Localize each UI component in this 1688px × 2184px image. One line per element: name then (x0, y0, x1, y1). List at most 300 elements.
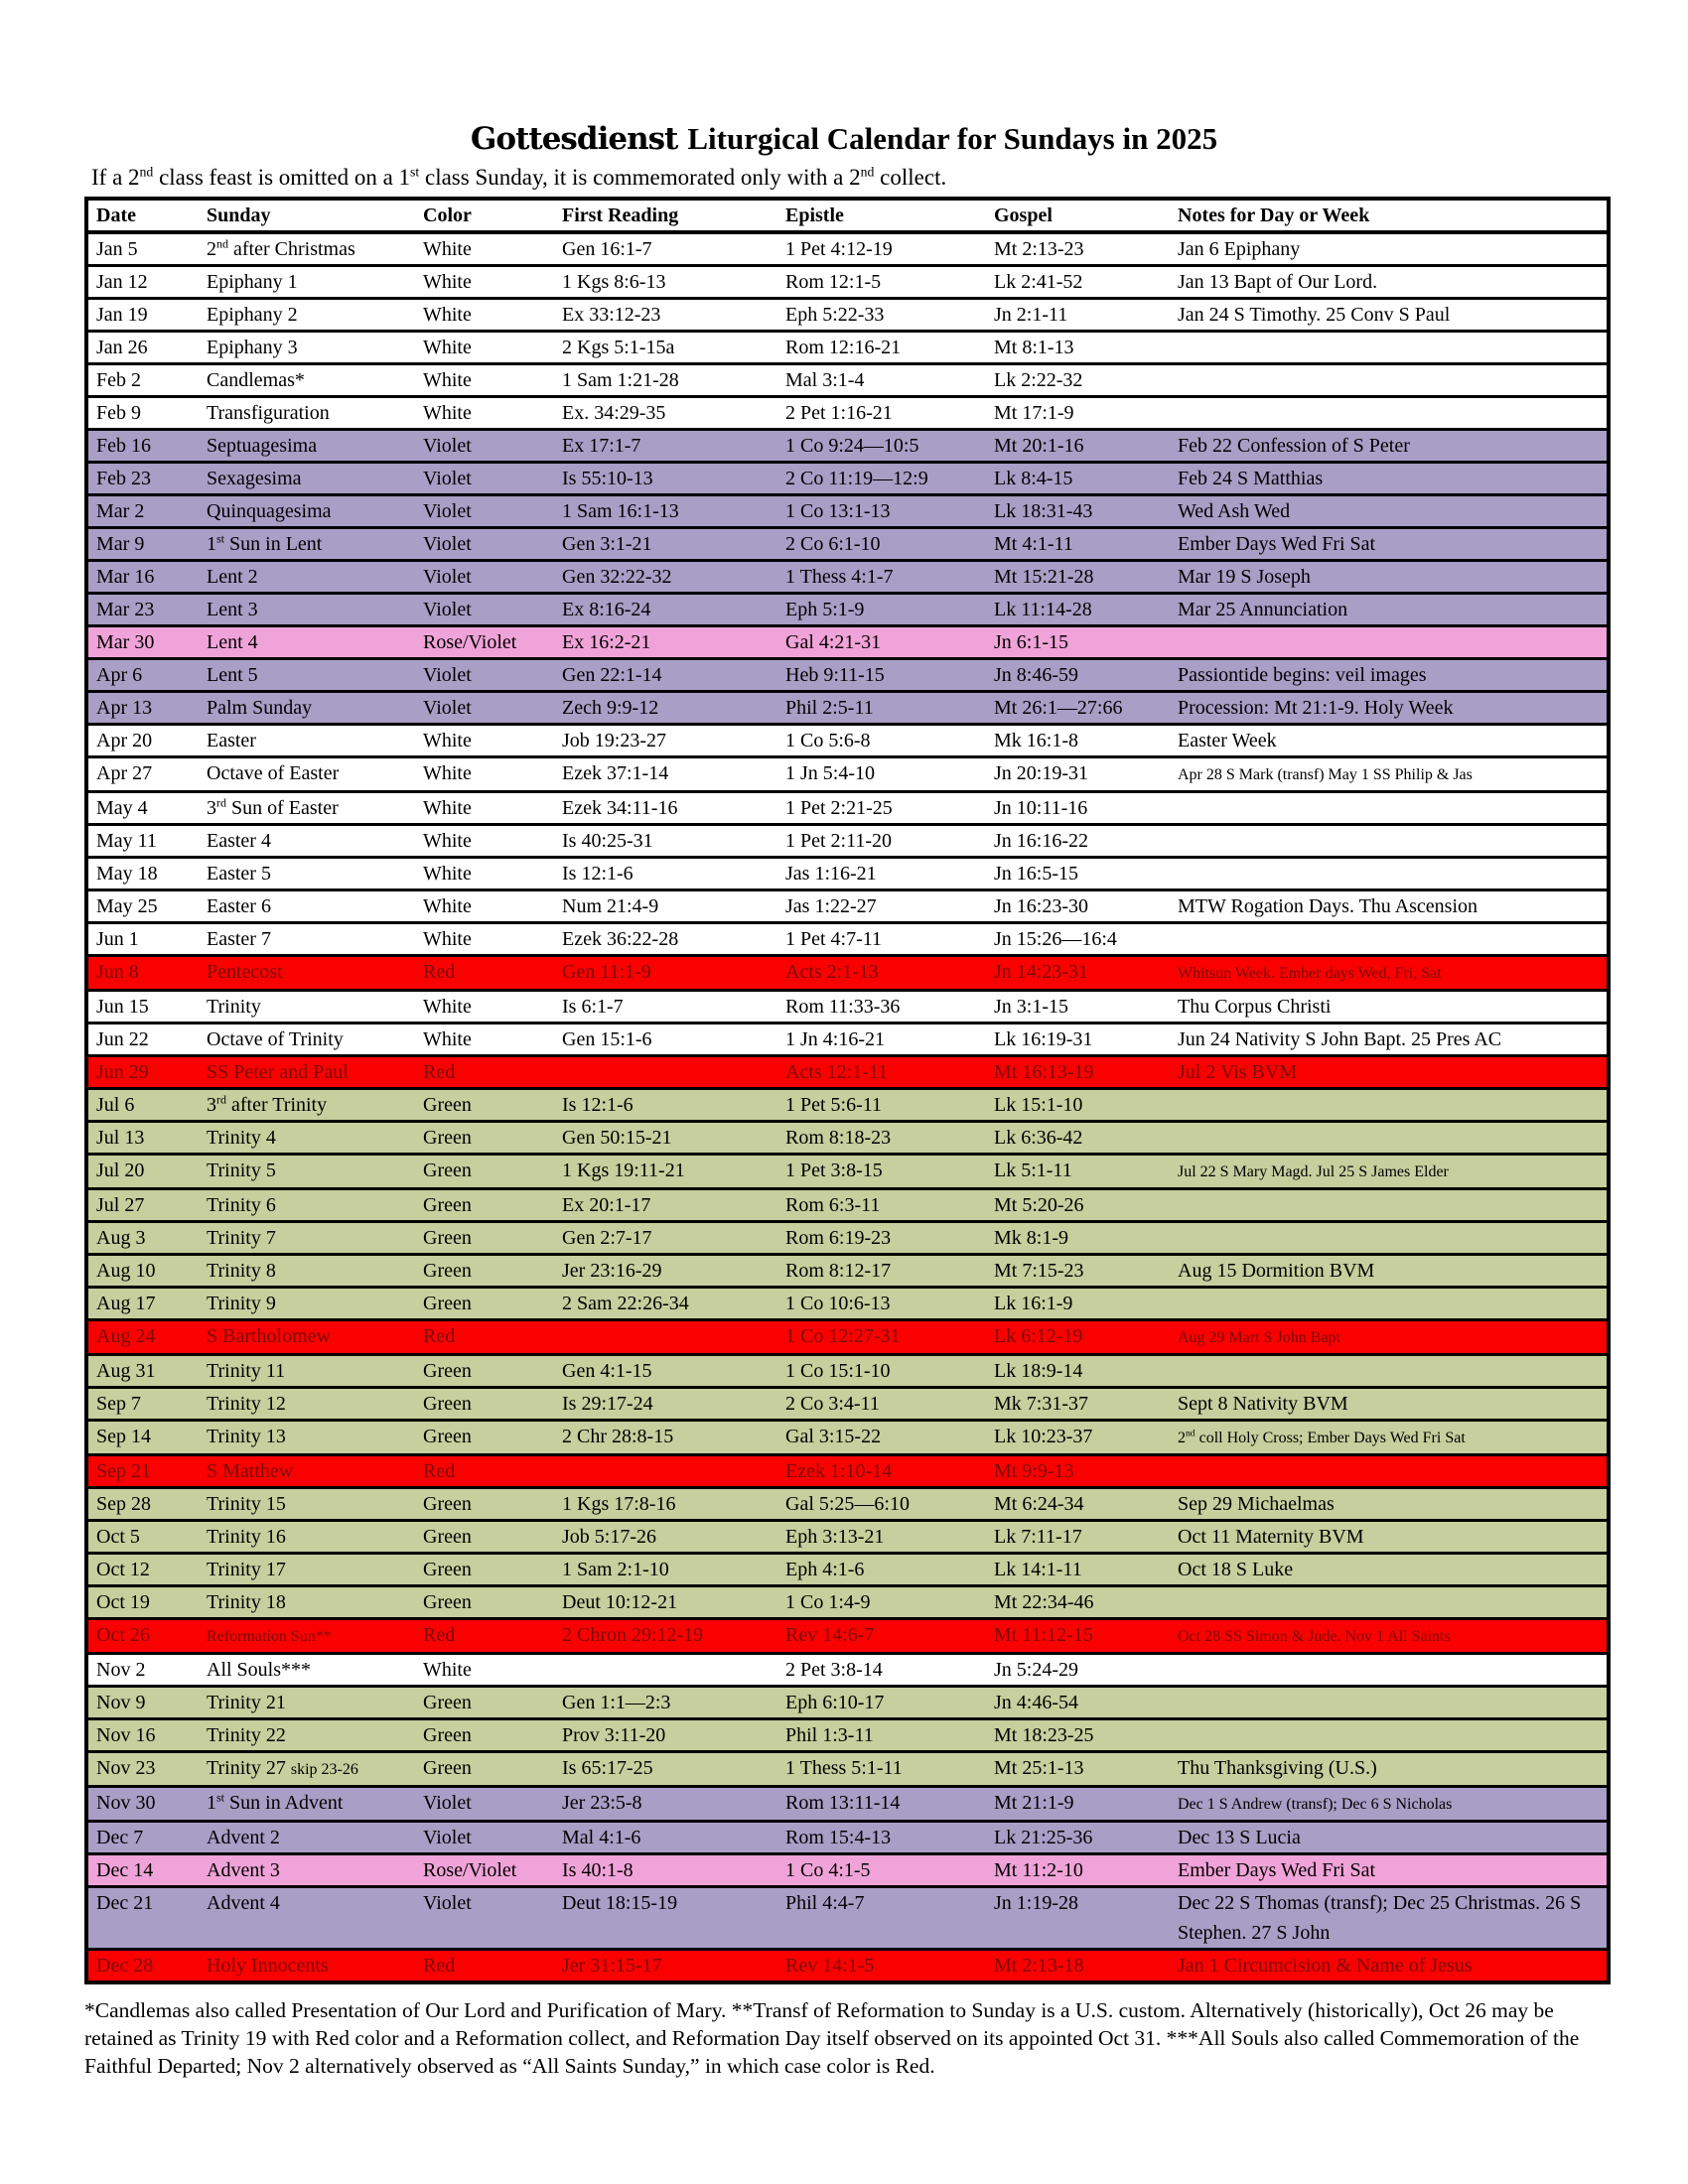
sunday-cell: Advent 3 (207, 1859, 280, 1881)
sunday-cell: Advent 2 (207, 1827, 280, 1848)
date-cell: Jul 13 (96, 1127, 145, 1149)
date-cell: Mar 30 (96, 631, 155, 653)
epistle-cell: Rev 14:6-7 (785, 1624, 875, 1646)
color-cell: White (423, 1659, 472, 1681)
first-reading-cell: Gen 11:1-9 (562, 961, 651, 983)
date-cell: Jun 15 (96, 996, 149, 1018)
epistle-cell: Rom 11:33-36 (785, 996, 901, 1018)
table-row (86, 1619, 1609, 1654)
epistle-cell: Phil 2:5-11 (785, 697, 874, 719)
notes-cell: Jul 22 S Mary Magd. Jul 25 S James Elder (1178, 1163, 1449, 1180)
epistle-cell: Rom 12:16-21 (785, 337, 902, 358)
date-cell: Mar 23 (96, 599, 155, 620)
gospel-cell: Mt 18:23-25 (994, 1724, 1094, 1746)
gospel-cell: Jn 5:24-29 (994, 1659, 1078, 1681)
date-cell: Jun 29 (96, 1061, 149, 1083)
table-row (86, 692, 1609, 725)
sunday-cell: Quinquagesima (207, 500, 332, 522)
first-reading-cell: Is 40:1-8 (562, 1859, 633, 1881)
color-cell: White (423, 762, 472, 784)
table-row (86, 332, 1609, 364)
date-cell: Jul 20 (96, 1160, 145, 1181)
date-cell: Oct 26 (96, 1624, 150, 1646)
date-cell: Feb 16 (96, 435, 151, 457)
gospel-cell: Lk 2:22-32 (994, 369, 1083, 391)
first-reading-cell: Is 12:1-6 (562, 863, 633, 885)
sunday-cell: Lent 2 (207, 566, 258, 588)
notes-cell (1170, 1189, 1609, 1222)
first-reading-cell: 1 Sam 16:1-13 (562, 500, 679, 522)
first-reading-cell: Ezek 36:22-28 (562, 928, 679, 950)
table-row (86, 1024, 1609, 1056)
sunday-cell: Easter 7 (207, 928, 271, 950)
table-row (86, 1056, 1609, 1089)
table-row (86, 890, 1609, 923)
epistle-cell: 1 Co 1:4-9 (785, 1591, 871, 1613)
date-cell: Dec 14 (96, 1859, 154, 1881)
notes-cell: Dec 22 S Thomas (transf); Dec 25 Christmas. 26 S Stephen. 27 S John (1178, 1892, 1582, 1944)
gospel-cell: Mk 7:31-37 (994, 1393, 1088, 1415)
table-row (86, 1654, 1609, 1687)
table-row (86, 1222, 1609, 1255)
first-reading-cell: Is 12:1-6 (562, 1094, 633, 1116)
title-text: Liturgical Calendar for Sundays in 2025 (687, 121, 1218, 156)
sunday-cell: Advent 4 (207, 1892, 280, 1914)
color-cell: White (423, 928, 472, 950)
epistle-cell: Acts 2:1-13 (785, 961, 879, 983)
color-cell: Red (423, 1325, 456, 1347)
table-row (86, 1752, 1609, 1787)
color-cell: White (423, 895, 472, 917)
table-row (86, 495, 1609, 528)
color-cell: White (423, 797, 472, 819)
first-reading-cell: Is 55:10-13 (562, 468, 653, 489)
notes-cell: Jan 24 S Timothy. 25 Conv S Paul (1178, 304, 1451, 326)
sunday-cell: Septuagesima (207, 435, 318, 457)
date-cell: Aug 31 (96, 1360, 156, 1382)
notes-cell: Feb 22 Confession of S Peter (1178, 435, 1410, 457)
notes-cell (1170, 332, 1609, 364)
first-reading-cell: Ex 17:1-7 (562, 435, 641, 457)
table-row (86, 923, 1609, 956)
column-header-color: Color (423, 205, 472, 226)
gospel-cell: Mt 6:24-34 (994, 1493, 1084, 1515)
sunday-cell: Octave of Easter (207, 762, 340, 784)
sunday-cell: Trinity 12 (207, 1393, 286, 1415)
column-header-sunday: Sunday (207, 205, 271, 226)
first-reading-cell: Jer 23:16-29 (562, 1260, 662, 1282)
color-cell: Green (423, 1426, 472, 1447)
notes-cell (1170, 1687, 1609, 1719)
epistle-cell: 1 Jn 5:4-10 (785, 762, 875, 784)
sunday-cell: 1st Sun in Advent (207, 1790, 344, 1814)
sunday-cell: Trinity 4 (207, 1127, 276, 1149)
table-row (86, 825, 1609, 858)
subtitle: If a 2nd class feast is omitted on a 1st class Sunday, it is commemorated only with a 2nd collect. (91, 164, 947, 190)
table-row (86, 594, 1609, 626)
notes-cell: Aug 15 Dormition BVM (1178, 1260, 1375, 1282)
gospel-cell: Mt 8:1-13 (994, 337, 1074, 358)
date-cell: Sep 7 (96, 1393, 141, 1415)
sunday-cell: Trinity 5 (207, 1160, 276, 1181)
first-reading-cell: Ex 20:1-17 (562, 1194, 651, 1216)
footnotes: *Candlemas also called Presentation of Our Lord and Purification of Mary. **Transf of Reformation to Sunday is a U.S. custom. Alternatively (historically), Oct 26 may be retained as Trinity 19 with Red color and a Reformation collect, and Reformation Day itself observed on its appointed Oct 31. ***All Souls also called Commemoration of the Faithful Departed; Nov 2 alternatively observed as “All Saints Sunday,” in which case color is Red. (84, 1998, 1580, 2078)
color-cell: Green (423, 1160, 472, 1181)
first-reading-cell: Deut 18:15-19 (562, 1892, 678, 1914)
epistle-cell: 1 Pet 4:7-11 (785, 928, 883, 950)
table-row (86, 1421, 1609, 1455)
epistle-cell: Rom 13:11-14 (785, 1792, 901, 1814)
notes-cell (1170, 923, 1609, 956)
notes-cell: Thu Thanksgiving (U.S.) (1178, 1757, 1377, 1779)
gospel-cell: Jn 2:1-11 (994, 304, 1068, 326)
notes-cell: Jun 24 Nativity S John Bapt. 25 Pres AC (1178, 1028, 1502, 1050)
color-cell: Violet (423, 1827, 472, 1848)
notes-cell: Jan 1 Circumcision & Name of Jesus (1178, 1955, 1473, 1977)
table-row (86, 1155, 1609, 1189)
epistle-cell: 2 Co 6:1-10 (785, 533, 881, 555)
notes-cell (1170, 1089, 1609, 1122)
first-reading-cell: Ex 16:2-21 (562, 631, 651, 653)
color-cell: Red (423, 1460, 456, 1482)
gospel-cell: Lk 16:1-9 (994, 1293, 1073, 1314)
sunday-cell: S Matthew (207, 1460, 294, 1482)
date-cell: Aug 10 (96, 1260, 156, 1282)
first-reading-cell: Gen 22:1-14 (562, 664, 662, 686)
color-cell: Green (423, 1757, 472, 1779)
color-cell: White (423, 369, 472, 391)
first-reading-cell: Job 5:17-26 (562, 1526, 656, 1548)
first-reading-cell: Ezek 37:1-14 (562, 762, 669, 784)
table-row (86, 528, 1609, 561)
date-cell: Sep 14 (96, 1426, 151, 1447)
color-cell: White (423, 238, 472, 260)
notes-cell: Easter Week (1178, 730, 1277, 751)
table-row (86, 266, 1609, 299)
color-cell: Green (423, 1360, 472, 1382)
first-reading-cell: Gen 2:7-17 (562, 1227, 652, 1249)
first-reading-cell: Is 29:17-24 (562, 1393, 653, 1415)
notes-cell: Wed Ash Wed (1178, 500, 1291, 522)
first-reading-cell (554, 1056, 777, 1089)
epistle-cell: Jas 1:16-21 (785, 863, 877, 885)
first-reading-cell: Is 6:1-7 (562, 996, 624, 1018)
first-reading-cell: 2 Chron 29:12-19 (562, 1624, 704, 1646)
sunday-cell: S Bartholomew (207, 1325, 331, 1347)
epistle-cell: Gal 3:15-22 (785, 1426, 882, 1447)
gospel-cell: Jn 15:26—16:4 (994, 928, 1117, 950)
gospel-cell: Mk 16:1-8 (994, 730, 1078, 751)
table-row (86, 1122, 1609, 1155)
first-reading-cell: Gen 1:1—2:3 (562, 1692, 671, 1713)
gospel-cell: Mt 5:20-26 (994, 1194, 1084, 1216)
sunday-cell: Trinity 9 (207, 1293, 276, 1314)
first-reading-cell: 1 Kgs 17:8-16 (562, 1493, 676, 1515)
first-reading-cell: Gen 32:22-32 (562, 566, 672, 588)
first-reading-cell (554, 1455, 777, 1488)
gospel-cell: Mt 15:21-28 (994, 566, 1094, 588)
table-row (86, 1521, 1609, 1554)
notes-cell: Passiontide begins: veil images (1178, 664, 1427, 686)
sunday-cell: Candlemas* (207, 369, 305, 391)
table-row (86, 430, 1609, 463)
notes-cell (1170, 1355, 1609, 1388)
first-reading-cell: Is 65:17-25 (562, 1757, 653, 1779)
epistle-cell: Rom 6:19-23 (785, 1227, 892, 1249)
date-cell: Jan 19 (96, 304, 148, 326)
epistle-cell: 1 Pet 2:21-25 (785, 797, 893, 819)
color-cell: Green (423, 1493, 472, 1515)
notes-cell: MTW Rogation Days. Thu Ascension (1178, 895, 1478, 917)
date-cell: Nov 30 (96, 1792, 156, 1814)
notes-cell (1170, 364, 1609, 397)
color-cell: White (423, 830, 472, 852)
first-reading-cell: Gen 3:1-21 (562, 533, 652, 555)
date-cell: Feb 2 (96, 369, 141, 391)
color-cell: White (423, 1028, 472, 1050)
first-reading-cell (554, 1320, 777, 1355)
gospel-cell: Mt 21:1-9 (994, 1792, 1074, 1814)
epistle-cell: Rom 15:4-13 (785, 1827, 892, 1848)
epistle-cell: 1 Co 5:6-8 (785, 730, 871, 751)
epistle-cell: Gal 4:21-31 (785, 631, 882, 653)
column-header-first-reading: First Reading (562, 205, 679, 226)
notes-cell (1170, 1222, 1609, 1255)
color-cell: Violet (423, 1892, 472, 1914)
gospel-cell: Lk 18:9-14 (994, 1360, 1083, 1382)
notes-cell: Aug 29 Mart S John Bapt (1178, 1329, 1340, 1346)
sunday-cell: Trinity (207, 996, 261, 1018)
first-reading-cell: Ex 8:16-24 (562, 599, 651, 620)
gospel-cell: Lk 14:1-11 (994, 1559, 1082, 1580)
epistle-cell: Mal 3:1-4 (785, 369, 865, 391)
color-cell: White (423, 304, 472, 326)
table-row (86, 1787, 1609, 1822)
notes-cell (1170, 626, 1609, 659)
notes-cell: Thu Corpus Christi (1178, 996, 1332, 1018)
table-row (86, 1355, 1609, 1388)
table-row (86, 725, 1609, 757)
table-row (86, 991, 1609, 1024)
epistle-cell: 2 Pet 3:8-14 (785, 1659, 883, 1681)
header-row (86, 199, 1609, 232)
date-cell: Aug 3 (96, 1227, 146, 1249)
sunday-cell: Reformation Sun** (207, 1628, 332, 1645)
date-cell: Mar 16 (96, 566, 155, 588)
color-cell: Rose/Violet (423, 1859, 517, 1881)
sunday-cell: Epiphany 3 (207, 337, 298, 358)
sunday-cell: Transfiguration (207, 402, 330, 424)
table-row (86, 561, 1609, 594)
date-cell: Feb 23 (96, 468, 151, 489)
date-cell: Sep 28 (96, 1493, 151, 1515)
sunday-cell: Epiphany 2 (207, 304, 298, 326)
notes-cell: Whitsun Week. Ember days Wed, Fri, Sat (1178, 965, 1442, 982)
table-row (86, 757, 1609, 792)
sunday-cell: Easter 4 (207, 830, 271, 852)
notes-cell (1170, 792, 1609, 825)
first-reading-cell: Zech 9:9-12 (562, 697, 659, 719)
date-cell: Nov 2 (96, 1659, 146, 1681)
sunday-cell: Trinity 16 (207, 1526, 286, 1548)
gospel-cell: Lk 15:1-10 (994, 1094, 1083, 1116)
epistle-cell: Eph 3:13-21 (785, 1526, 885, 1548)
notes-cell: Procession: Mt 21:1-9. Holy Week (1178, 697, 1454, 719)
sunday-cell: Trinity 11 (207, 1360, 286, 1382)
date-cell: Dec 7 (96, 1827, 144, 1848)
gospel-cell: Jn 10:11-16 (994, 797, 1088, 819)
notes-cell: Jan 6 Epiphany (1178, 238, 1301, 260)
gospel-cell: Lk 2:41-52 (994, 271, 1083, 293)
color-cell: White (423, 996, 472, 1018)
epistle-cell: 1 Pet 3:8-15 (785, 1160, 883, 1181)
first-reading-cell: Gen 4:1-15 (562, 1360, 652, 1382)
date-cell: Mar 9 (96, 533, 145, 555)
date-cell: Jul 6 (96, 1094, 135, 1116)
sunday-cell: SS Peter and Paul (207, 1061, 349, 1083)
color-cell: Red (423, 961, 456, 983)
gospel-cell: Mt 20:1-16 (994, 435, 1084, 457)
sunday-cell: 2nd after Christmas (207, 236, 355, 260)
epistle-cell: Eph 5:22-33 (785, 304, 885, 326)
color-cell: Green (423, 1559, 472, 1580)
epistle-cell: Rom 12:1-5 (785, 271, 882, 293)
color-cell: Green (423, 1526, 472, 1548)
table-row (86, 1488, 1609, 1521)
page-title (0, 0, 1688, 157)
table-row (86, 397, 1609, 430)
epistle-cell: Rom 8:12-17 (785, 1260, 892, 1282)
first-reading-cell: Deut 10:12-21 (562, 1591, 678, 1613)
epistle-cell: 1 Pet 2:11-20 (785, 830, 893, 852)
epistle-cell: Heb 9:11-15 (785, 664, 885, 686)
calendar-body (86, 232, 1609, 1982)
sunday-cell: Easter 5 (207, 863, 271, 885)
first-reading-cell: 1 Sam 2:1-10 (562, 1559, 669, 1580)
first-reading-cell: Jer 23:5-8 (562, 1792, 642, 1814)
gospel-cell: Mt 17:1-9 (994, 402, 1074, 424)
gospel-cell: Mt 16:13-19 (994, 1061, 1094, 1083)
epistle-cell: 2 Co 11:19—12:9 (785, 468, 928, 489)
table-row (86, 364, 1609, 397)
epistle-cell: 2 Pet 1:16-21 (785, 402, 893, 424)
date-cell: Jan 5 (96, 238, 138, 260)
sunday-cell: Trinity 21 (207, 1692, 286, 1713)
epistle-cell: Rev 14:1-5 (785, 1955, 875, 1977)
date-cell: May 18 (96, 863, 158, 885)
date-cell: Oct 12 (96, 1559, 150, 1580)
first-reading-cell: Gen 15:1-6 (562, 1028, 652, 1050)
first-reading-cell: Is 40:25-31 (562, 830, 653, 852)
gospel-cell: Mt 2:13-23 (994, 238, 1084, 260)
column-header-date: Date (96, 205, 136, 226)
table-row (86, 1388, 1609, 1421)
calendar-table (84, 197, 1611, 1984)
gospel-cell: Lk 8:4-15 (994, 468, 1073, 489)
first-reading-cell: 2 Chr 28:8-15 (562, 1426, 674, 1447)
gospel-cell: Jn 3:1-15 (994, 996, 1068, 1018)
date-cell: Jul 27 (96, 1194, 145, 1216)
notes-cell: Oct 28 SS Simon & Jude. Nov 1 All Saints (1178, 1628, 1451, 1645)
notes-cell (1170, 1288, 1609, 1320)
sunday-cell: Trinity 13 (207, 1426, 286, 1447)
date-cell: Jun 22 (96, 1028, 149, 1050)
epistle-cell: 1 Co 13:1-13 (785, 500, 891, 522)
color-cell: Green (423, 1227, 472, 1249)
epistle-cell: 1 Co 12:27-31 (785, 1325, 901, 1347)
epistle-cell: Phil 1:3-11 (785, 1724, 874, 1746)
table-row (86, 1320, 1609, 1355)
date-cell: Feb 9 (96, 402, 141, 424)
color-cell: Red (423, 1955, 456, 1977)
gospel-cell: Mt 2:13-18 (994, 1955, 1084, 1977)
notes-cell (1170, 1122, 1609, 1155)
date-cell: Jan 26 (96, 337, 148, 358)
color-cell: Violet (423, 697, 472, 719)
gospel-cell: Jn 16:23-30 (994, 895, 1088, 917)
gospel-cell: Mt 4:1-11 (994, 533, 1073, 555)
table-row (86, 1854, 1609, 1887)
gospel-cell: Mt 9:9-13 (994, 1460, 1074, 1482)
table-row (86, 1719, 1609, 1752)
table-row (86, 1887, 1609, 1950)
gospel-cell: Lk 21:25-36 (994, 1827, 1093, 1848)
color-cell: White (423, 863, 472, 885)
date-cell: Apr 13 (96, 697, 153, 719)
epistle-cell: Rom 8:18-23 (785, 1127, 892, 1149)
first-reading-cell: Mal 4:1-6 (562, 1827, 641, 1848)
epistle-cell: 1 Co 15:1-10 (785, 1360, 891, 1382)
color-cell: White (423, 337, 472, 358)
sunday-cell: Palm Sunday (207, 697, 313, 719)
table-row (86, 1586, 1609, 1619)
date-cell: Nov 9 (96, 1692, 146, 1713)
color-cell: Red (423, 1624, 456, 1646)
color-cell: Violet (423, 664, 472, 686)
epistle-cell: Gal 5:25—6:10 (785, 1493, 910, 1515)
gospel-cell: Jn 6:1-15 (994, 631, 1068, 653)
table-row (86, 1822, 1609, 1854)
date-cell: Nov 16 (96, 1724, 156, 1746)
epistle-cell: 1 Thess 4:1-7 (785, 566, 894, 588)
gospel-cell: Jn 20:19-31 (994, 762, 1088, 784)
notes-cell: Apr 28 S Mark (transf) May 1 SS Philip & Jas (1178, 766, 1473, 783)
notes-cell (1170, 825, 1609, 858)
date-cell: May 4 (96, 797, 148, 819)
first-reading-cell: Prov 3:11-20 (562, 1724, 666, 1746)
date-cell: Mar 2 (96, 500, 145, 522)
sunday-cell: Easter 6 (207, 895, 271, 917)
color-cell: Green (423, 1692, 472, 1713)
first-reading-cell (554, 1654, 777, 1687)
notes-cell: 2nd coll Holy Cross; Ember Days Wed Fri Sat (1178, 1428, 1466, 1446)
notes-cell (1170, 397, 1609, 430)
sunday-cell: Lent 5 (207, 664, 258, 686)
color-cell: Rose/Violet (423, 631, 517, 653)
gospel-cell: Mt 11:2-10 (994, 1859, 1083, 1881)
sunday-cell: Trinity 15 (207, 1493, 286, 1515)
epistle-cell: Jas 1:22-27 (785, 895, 877, 917)
epistle-cell: 1 Co 9:24—10:5 (785, 435, 919, 457)
color-cell: Green (423, 1293, 472, 1314)
sunday-cell: Trinity 17 (207, 1559, 286, 1580)
date-cell: Aug 24 (96, 1325, 156, 1347)
sunday-cell: Trinity 27 skip 23-26 (207, 1757, 358, 1779)
column-header-notes-for-day-or-week: Notes for Day or Week (1178, 205, 1370, 226)
date-cell: Jan 12 (96, 271, 148, 293)
sunday-cell: Trinity 18 (207, 1591, 286, 1613)
gospel-cell: Mt 26:1—27:66 (994, 697, 1123, 719)
